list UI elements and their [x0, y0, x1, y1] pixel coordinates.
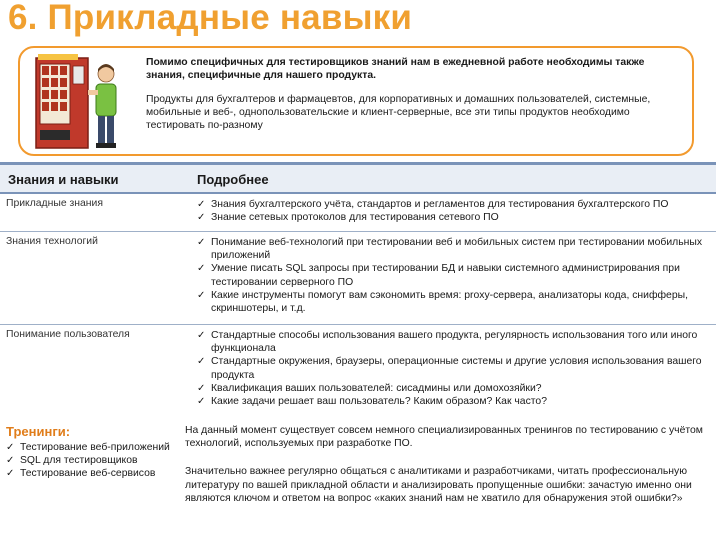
table-header	[0, 162, 716, 194]
table-row	[0, 325, 716, 419]
table-row	[0, 194, 716, 232]
trainings-heading: Тренинги:	[6, 424, 71, 439]
row-key: Понимание пользователя	[6, 329, 130, 340]
detail-item: ✓ Умение писать SQL запросы при тестировании БД и навыки системного администрирования при тестировании серверного ПО	[197, 262, 712, 288]
trainings-block	[6, 424, 176, 481]
skills-table	[0, 162, 716, 419]
intro-paragraph: Продукты для бухгалтеров и фармацевтов, для корпоративных и домашних пользователей, системные, мобильные и веб-, однопользовательские и клиент-серверные, все эти типы продуктов необходимо тестировать по-разному	[146, 94, 651, 131]
vending-machine-person-illustration	[30, 54, 130, 152]
bottom-paragraph-2: Значительно важнее регулярно общаться с аналитиками и разработчиками, читать профессиональную литературу по вашей прикладной области и анализировать пропущенные ошибки: зачастую именно они являются ключом и ответом на вопрос «каких знаний нам не хватило для обнаружения этой ошибки?»	[185, 466, 692, 504]
row-key: Прикладные знания	[6, 198, 103, 209]
detail-item: ✓ Знания бухгалтерского учёта, стандартов и регламентов для тестирования бухгалтерского ПО	[197, 198, 712, 211]
row-key: Знания технологий	[6, 236, 98, 247]
page-title: 6. Прикладные навыки	[8, 0, 413, 37]
detail-item: ✓ Стандартные окружения, браузеры, операционные системы и другие условия использования вашего продукта	[197, 355, 712, 381]
detail-item: ✓ Какие инструменты помогут вам сэкономить время: proxy-сервера, анализаторы кода, снифферы, скриншотеры, и т.д.	[197, 289, 712, 315]
detail-item: ✓ Какие задачи решает ваш пользователь? Каким образом? Как часто?	[197, 395, 712, 408]
trainings-list	[6, 441, 176, 481]
list-item: ✓ SQL для тестировщиков	[6, 454, 176, 467]
intro-text	[146, 56, 686, 132]
list-item: ✓ Тестирование веб-приложений	[6, 441, 176, 454]
row-details	[197, 194, 716, 227]
detail-item: ✓ Знание сетевых протоколов для тестирования сетевого ПО	[197, 211, 712, 224]
row-details	[197, 232, 716, 318]
row-details	[197, 325, 716, 411]
detail-item: ✓ Стандартные способы использования вашего продукта, регулярность использования того или иного функционала	[197, 329, 712, 355]
detail-item: ✓ Понимание веб-технологий при тестировании веб и мобильных систем при тестировании мобильных приложений	[197, 236, 712, 262]
list-item: ✓ Тестирование веб-сервисов	[6, 467, 176, 480]
bottom-text	[185, 424, 710, 505]
header-skills: Знания и навыки	[8, 172, 119, 187]
detail-item: ✓ Квалификация ваших пользователей: сисадмины или домохозяйки?	[197, 382, 712, 395]
intro-bold-paragraph: Помимо специфичных для тестировщиков знаний нам в ежедневной работе необходимы также знания, специфичные для нашего продукта.	[146, 57, 645, 81]
bottom-paragraph-1: На данный момент существует совсем немного специализированных тренингов по тестированию с учётом технологий, используемых при разработке ПО.	[185, 425, 703, 450]
header-details: Подробнее	[197, 172, 269, 187]
table-row	[0, 232, 716, 325]
intro-box	[18, 46, 694, 156]
